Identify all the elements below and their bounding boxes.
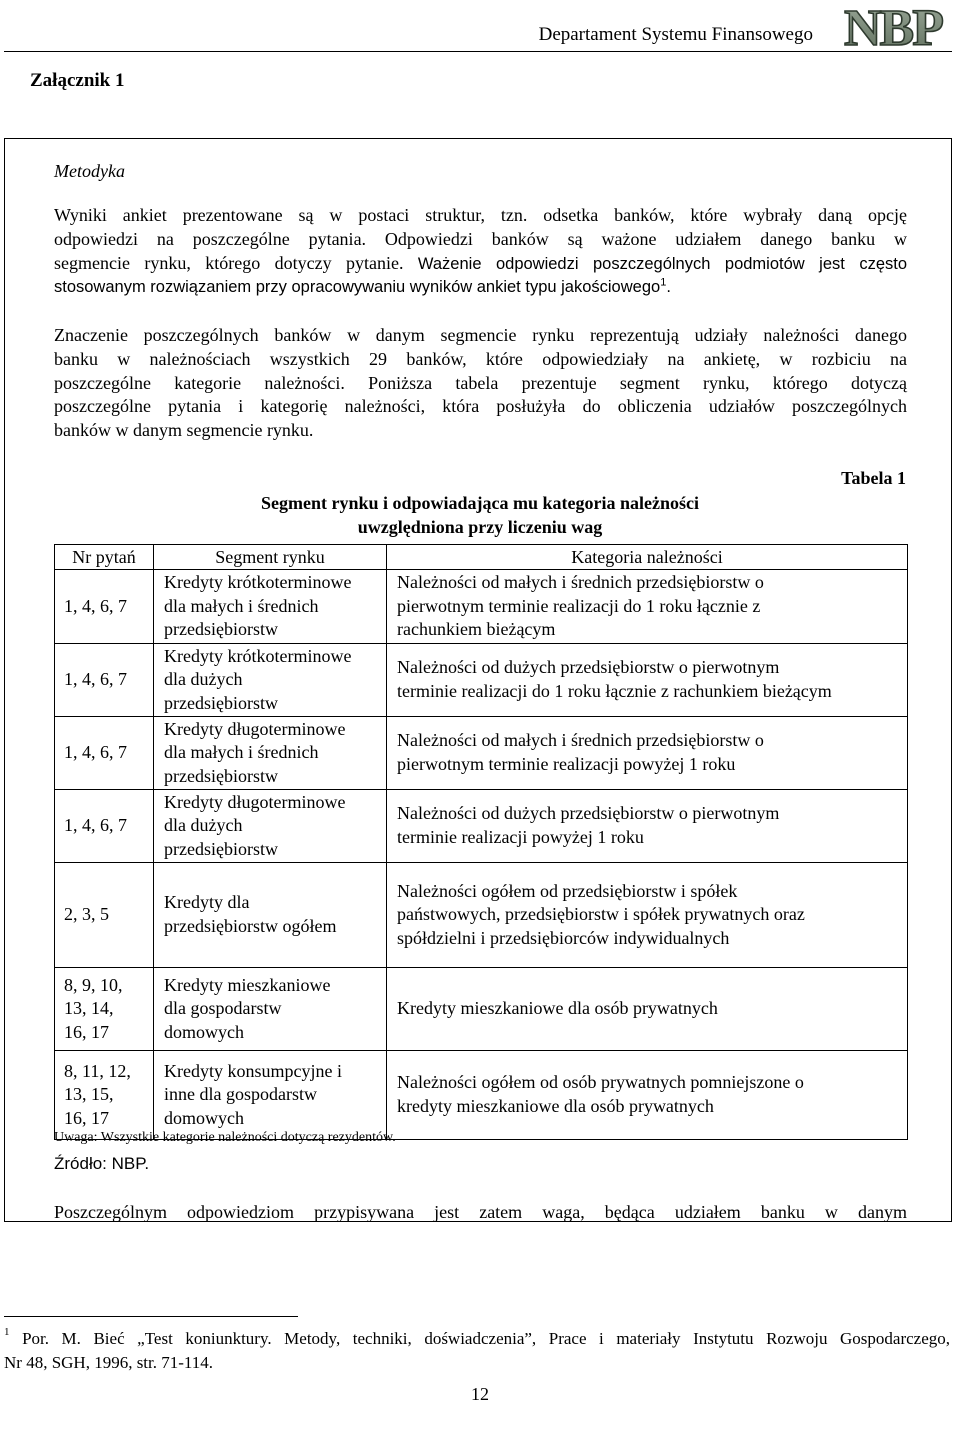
table-note: Uwaga: Wszystkie kategorie należności dotyczą rezydentów.	[54, 1130, 396, 1145]
cell-category	[387, 968, 908, 1051]
cell-category-line: Należności od małych i średnich przedsiębiorstw o	[397, 730, 764, 751]
cell-segment	[154, 570, 387, 644]
table-row	[55, 570, 908, 644]
p1-line-3a: segmencie rynku, którego dotyczy pytanie.	[54, 252, 404, 273]
cell-category-line: Należności ogółem od przedsiębiorstw i spółek	[397, 880, 738, 901]
cell-category	[387, 644, 908, 717]
cell-category-line: kredyty mieszkaniowe dla osób prywatnych	[397, 1096, 714, 1116]
cell-segment-line: przedsiębiorstw	[164, 838, 278, 859]
cell-category	[387, 1051, 908, 1140]
cell-questions-line: 16, 17	[64, 1021, 109, 1042]
cell-questions	[55, 968, 154, 1051]
cell-segment-line: Kredyty dla	[164, 892, 250, 913]
table-header-row	[55, 545, 908, 570]
cell-questions-line: 8, 9, 10,	[64, 974, 123, 995]
table-row	[55, 717, 908, 790]
cell-questions	[55, 1051, 154, 1140]
cell-segment-line: dla dużych	[164, 815, 243, 836]
cell-questions-line: 1, 4, 6, 7	[64, 815, 127, 836]
cell-category	[387, 790, 908, 863]
cell-category-line: państwowych, przedsiębiorstw i spółek prywatnych oraz	[397, 904, 805, 925]
cell-questions	[55, 717, 154, 790]
p1-line-4-text: stosowanym rozwiązaniem przy opracowywaniu wyników ankiet typu jakościowego	[54, 278, 661, 297]
cell-segment-line: dla małych i średnich	[164, 742, 319, 763]
cell-segment	[154, 968, 387, 1051]
cell-segment-line: przedsiębiorstw	[164, 765, 278, 786]
p2-line-2: banku w należnościach wszystkich 29 banków, które odpowiedziały na ankietę, w rozbiciu na	[54, 348, 907, 369]
cell-segment-line: dla gospodarstw	[164, 998, 282, 1019]
table-row	[55, 644, 908, 717]
cell-segment-line: dla małych i średnich	[164, 595, 319, 616]
cell-segment	[154, 1051, 387, 1140]
cell-questions-line: 2, 3, 5	[64, 904, 109, 925]
cell-segment-line: Kredyty długoterminowe	[164, 791, 346, 812]
cell-segment-line: przedsiębiorstw	[164, 619, 278, 640]
table-source: Źródło: NBP.	[54, 1154, 150, 1173]
header-rule	[4, 51, 952, 52]
cell-questions-line: 1, 4, 6, 7	[64, 595, 127, 616]
cell-questions-line: 13, 15,	[64, 1084, 114, 1105]
table-row	[55, 968, 908, 1051]
cell-category	[387, 717, 908, 790]
cell-segment-line: Kredyty krótkoterminowe	[164, 645, 352, 666]
footnote-line-2: Nr 48, SGH, 1996, str. 71-114.	[4, 1352, 214, 1372]
cell-segment-line: domowych	[164, 1021, 244, 1042]
cell-questions	[55, 790, 154, 863]
cell-segment-line: dla dużych	[164, 669, 243, 690]
cell-category-line: spółdzielni i przedsiębiorców indywidualnych	[397, 927, 730, 948]
cell-segment-line: Kredyty krótkoterminowe	[164, 572, 352, 593]
cell-category-line: pierwotnym terminie realizacji powyżej 1 roku	[397, 754, 736, 774]
nbp-logo-graphic	[832, 2, 954, 52]
nbp-logo	[832, 2, 954, 52]
logo-text: NBP	[844, 2, 942, 52]
table-title-line-2: uwzględniona przy liczeniu wag	[357, 516, 603, 537]
cell-questions-line: 13, 14,	[64, 998, 114, 1019]
cell-questions-line: 1, 4, 6, 7	[64, 742, 127, 763]
p1-line-4-end: .	[666, 278, 671, 297]
cell-category	[387, 570, 908, 644]
footnote-rule	[4, 1316, 298, 1317]
table-body	[55, 570, 908, 1140]
cell-questions	[55, 570, 154, 644]
cell-category-line: Należności od małych i średnich przedsiębiorstw o	[397, 572, 764, 593]
p1-line-4	[54, 276, 907, 300]
cell-questions-line: 16, 17	[64, 1107, 109, 1128]
paragraph-3: Poszczególnym odpowiedziom przypisywana jest zatem waga, będąca udziałem banku w danym	[54, 1202, 907, 1222]
cell-questions-line: 1, 4, 6, 7	[64, 669, 127, 690]
cell-segment	[154, 863, 387, 968]
cell-segment	[154, 790, 387, 863]
cell-segment-line: inne dla gospodarstw	[164, 1084, 317, 1105]
cell-questions	[55, 863, 154, 968]
paragraph-1	[54, 204, 907, 300]
header-department: Departament Systemu Finansowego	[538, 24, 813, 45]
cell-questions-line: 8, 11, 12,	[64, 1060, 131, 1081]
section-title: Metodyka	[54, 161, 125, 181]
p1-line-2: odpowiedzi na poszczególne pytania. Odpowiedzi banków są ważone udziałem danego banku w	[54, 228, 907, 249]
table-row	[55, 1051, 908, 1140]
footnote	[4, 1327, 950, 1374]
cell-category-line: pierwotnym terminie realizacji do 1 roku łącznie z	[397, 595, 761, 616]
cell-segment-line: Kredyty długoterminowe	[164, 718, 346, 739]
header-segment: Segment rynku	[154, 545, 387, 570]
cell-category	[387, 863, 908, 968]
cell-category-line: Należności ogółem od osób prywatnych pomniejszone o	[397, 1072, 804, 1093]
cell-segment-line: domowych	[164, 1107, 244, 1128]
footnote-number: 1	[4, 1326, 10, 1338]
table-label: Tabela 1	[841, 468, 906, 488]
p2-line-4: poszczególne pytania i kategorię należności, która posłużyła do obliczenia udziałów poszczególnych	[54, 396, 907, 417]
cell-segment-line: Kredyty konsumpcyjne i	[164, 1060, 342, 1081]
page-number: 12	[471, 1384, 489, 1404]
paragraph-2	[54, 324, 907, 443]
table-title-line-1: Segment rynku i odpowiadająca mu kategoria należności	[260, 493, 699, 513]
p2-line-3	[54, 372, 907, 396]
header-questions: Nr pytań	[55, 545, 154, 570]
cell-segment-line: Kredyty mieszkaniowe	[164, 974, 331, 995]
p1-line-3	[54, 252, 907, 277]
cell-segment	[154, 717, 387, 790]
footnote-line-1-text: Por. M. Bieć „Test koniunktury. Metody, techniki, doświadczenia”, Prace i materiały Instytutu Rozwoju Gospodarczego,	[22, 1329, 950, 1348]
p2-line-3b: Poniższa tabela prezentuje segment rynku, którego dotyczą	[368, 372, 908, 393]
segment-table	[54, 544, 908, 1140]
p1-line-1: Wyniki ankiet prezentowane są w postaci struktur, tzn. odsetka banków, które wybrały daną opcję	[54, 205, 907, 225]
cell-category-line: rachunkiem bieżącym	[397, 619, 556, 640]
cell-category-line: Należności od dużych przedsiębiorstw o pierwotnym	[397, 803, 780, 824]
p2-line-3a: poszczególne kategorie należności.	[54, 372, 345, 393]
p2-line-5: banków w danym segmencie rynku.	[54, 420, 314, 441]
p1-line-3b: Ważenie odpowiedzi poszczególnych podmiotów jest często	[417, 254, 908, 273]
cell-category-line: terminie realizacji powyżej 1 roku	[397, 827, 644, 847]
cell-questions	[55, 644, 154, 717]
cell-category-line: Należności od dużych przedsiębiorstw o pierwotnym	[397, 657, 780, 678]
footnote-ref[interactable]: 1	[660, 276, 667, 289]
annex-title: Załącznik 1	[30, 70, 125, 91]
cell-segment-line: przedsiębiorstw ogółem	[164, 916, 337, 936]
table-row	[55, 790, 908, 863]
cell-category-line: Kredyty mieszkaniowe dla osób prywatnych	[397, 998, 718, 1019]
p2-line-1: Znaczenie poszczególnych banków w danym segmencie rynku reprezentują udziały należności danego	[54, 325, 907, 345]
cell-segment	[154, 644, 387, 717]
header-category: Kategoria należności	[387, 545, 908, 570]
cell-segment-line: przedsiębiorstw	[164, 692, 278, 713]
cell-category-line: terminie realizacji do 1 roku łącznie z rachunkiem bieżącym	[397, 681, 832, 701]
footnote-line-1	[4, 1327, 950, 1351]
table-title	[200, 492, 760, 539]
table-row	[55, 863, 908, 968]
